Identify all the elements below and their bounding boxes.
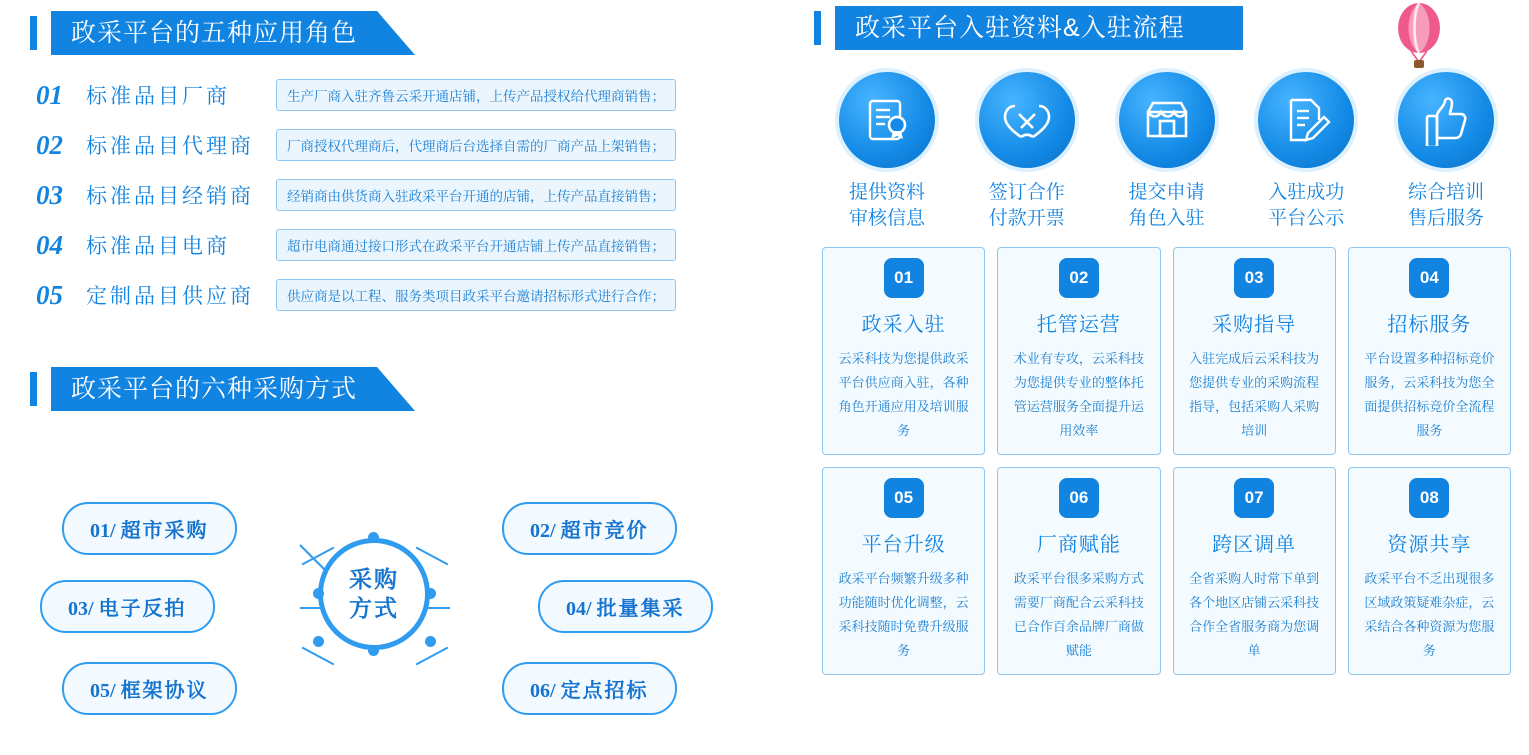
document-edit-icon [1258, 72, 1354, 168]
flow-step [822, 72, 952, 231]
card-body: 政采平台频繁升级多种功能随时优化调整，云采科技随时免费升级服务 [838, 571, 969, 659]
methods-section-title: 政采平台的六种采购方式 [51, 367, 415, 411]
accent-bar [814, 11, 821, 45]
flow-line1: 综合培训 [1407, 182, 1484, 203]
role-name: 标准品目电商 [86, 235, 230, 258]
method-label: 超市采购 [120, 520, 209, 542]
hot-air-balloon-icon [1389, 2, 1449, 74]
certificate-icon [839, 72, 935, 168]
role-row [30, 120, 800, 170]
card-badge: 06 [1059, 478, 1099, 518]
accent-bar [30, 372, 37, 406]
flow-step-label [1102, 180, 1232, 231]
card-body: 政采平台不乏出现很多区域政策疑难杂症，云采结合各种资源为您服务 [1364, 571, 1495, 659]
role-description: 超市电商通过接口形式在政采平台开通店铺上传产品直接销售； [276, 229, 676, 261]
card-title: 托管运营 [1036, 314, 1121, 337]
card-title: 厂商赋能 [1036, 534, 1121, 557]
methods-section-header [30, 366, 800, 412]
hub-dot [368, 645, 379, 656]
method-number: 06/ [530, 680, 556, 702]
flow-step-label [1241, 180, 1371, 231]
right-section-title: 政采平台入驻资料&入驻流程 [835, 6, 1243, 50]
card-title: 平台升级 [861, 534, 946, 557]
method-number: 04/ [566, 598, 592, 620]
role-name: 标准品目厂商 [86, 85, 230, 108]
role-number: 02 [36, 129, 63, 160]
card-body: 全省采购人时常下单到各个地区店铺云采科技合作全省服务商为您调单 [1189, 571, 1320, 659]
role-row [30, 170, 800, 220]
service-card[interactable] [822, 247, 985, 455]
role-name: 定制品目供应商 [86, 285, 254, 308]
hub-dot [425, 588, 436, 599]
card-body: 平台设置多种招标竞价服务，云采科技为您全面提供招标竞价全流程服务 [1364, 351, 1495, 439]
flow-line2: 付款开票 [988, 207, 1065, 229]
hub-line2: 方式 [349, 595, 399, 621]
method-label: 定点招标 [560, 680, 649, 702]
flow-step [1381, 72, 1511, 231]
role-row [30, 220, 800, 270]
hub-dot [313, 636, 324, 647]
flow-line2: 审核信息 [848, 207, 925, 229]
role-row [30, 270, 800, 320]
role-name: 标准品目代理商 [86, 135, 254, 158]
flow-step [962, 72, 1092, 231]
card-title: 跨区调单 [1212, 534, 1297, 557]
role-number: 01 [36, 79, 63, 110]
service-card[interactable] [1348, 467, 1511, 675]
card-badge: 01 [884, 258, 924, 298]
card-title: 资源共享 [1387, 534, 1472, 557]
flow-line1: 签订合作 [988, 182, 1065, 203]
storefront-icon [1119, 72, 1215, 168]
flow-line1: 提交申请 [1128, 182, 1205, 203]
roles-list [30, 70, 800, 320]
onboarding-flow [800, 56, 1529, 231]
flow-step-label [822, 180, 952, 231]
card-body: 云采科技为您提供政采平台供应商入驻，各种角色开通应用及培训服务 [838, 351, 969, 439]
method-pill-05[interactable] [62, 662, 237, 715]
flow-step-label [1381, 180, 1511, 231]
roles-section-header [30, 10, 800, 56]
right-section-header [800, 0, 1529, 56]
service-card[interactable] [1173, 247, 1336, 455]
service-card[interactable] [997, 467, 1160, 675]
method-pill-02[interactable] [502, 502, 677, 555]
service-card[interactable] [822, 467, 985, 675]
card-title: 招标服务 [1387, 314, 1472, 337]
purchase-hub [318, 538, 430, 650]
role-number: 04 [36, 229, 63, 260]
method-number: 05/ [90, 680, 116, 702]
role-description: 供应商是以工程、服务类项目政采平台邀请招标形式进行合作； [276, 279, 676, 311]
right-column [800, 0, 1529, 752]
card-badge: 05 [884, 478, 924, 518]
flow-line2: 售后服务 [1407, 207, 1484, 229]
hub-dot [313, 588, 324, 599]
method-label: 超市竞价 [560, 520, 649, 542]
role-description: 经销商由供货商入驻政采平台开通的店铺，上传产品直接销售； [276, 179, 676, 211]
method-pill-04[interactable] [538, 580, 713, 633]
method-label: 批量集采 [596, 598, 685, 620]
service-card[interactable] [1173, 467, 1336, 675]
flow-line2: 角色入驻 [1128, 207, 1205, 229]
method-label: 电子反拍 [98, 598, 187, 620]
hub-dot [425, 636, 436, 647]
card-badge: 04 [1409, 258, 1449, 298]
role-name: 标准品目经销商 [86, 185, 254, 208]
card-body: 政采平台很多采购方式需要厂商配合云采科技已合作百余品牌厂商做赋能 [1013, 571, 1144, 659]
service-card[interactable] [997, 247, 1160, 455]
handshake-heart-icon [979, 72, 1075, 168]
method-number: 02/ [530, 520, 556, 542]
role-row [30, 70, 800, 120]
flow-line1: 入驻成功 [1268, 182, 1345, 203]
card-title: 采购指导 [1212, 314, 1297, 337]
flow-line2: 平台公示 [1268, 207, 1345, 229]
role-number: 03 [36, 179, 63, 210]
card-title: 政采入驻 [861, 314, 946, 337]
service-card-grid [800, 231, 1529, 685]
flow-step [1241, 72, 1371, 231]
method-pill-03[interactable] [40, 580, 215, 633]
thumbs-up-icon [1398, 72, 1494, 168]
card-badge: 02 [1059, 258, 1099, 298]
service-card[interactable] [1348, 247, 1511, 455]
flow-step-label [962, 180, 1092, 231]
card-badge: 08 [1409, 478, 1449, 518]
role-description: 生产厂商入驻齐鲁云采开通店铺，上传产品授权给代理商销售； [276, 79, 676, 111]
accent-bar [30, 16, 37, 50]
card-body: 入驻完成后云采科技为您提供专业的采购流程指导，包括采购人采购培训 [1189, 351, 1320, 439]
card-body: 术业有专攻，云采科技为您提供专业的整体托管运营服务全面提升运用效率 [1013, 351, 1144, 439]
method-pill-01[interactable] [62, 502, 237, 555]
roles-section-title: 政采平台的五种应用角色 [51, 11, 415, 55]
card-badge: 07 [1234, 478, 1274, 518]
hub-dot [368, 532, 379, 543]
role-description: 厂商授权代理商后，代理商后台选择自需的厂商产品上架销售； [276, 129, 676, 161]
flow-line1: 提供资料 [848, 182, 925, 203]
flow-step [1102, 72, 1232, 231]
method-label: 框架协议 [120, 680, 209, 702]
method-number: 03/ [68, 598, 94, 620]
hub-line1: 采购 [349, 566, 399, 593]
card-badge: 03 [1234, 258, 1274, 298]
method-number: 01/ [90, 520, 116, 542]
role-number: 05 [36, 279, 63, 310]
method-pill-06[interactable] [502, 662, 677, 715]
